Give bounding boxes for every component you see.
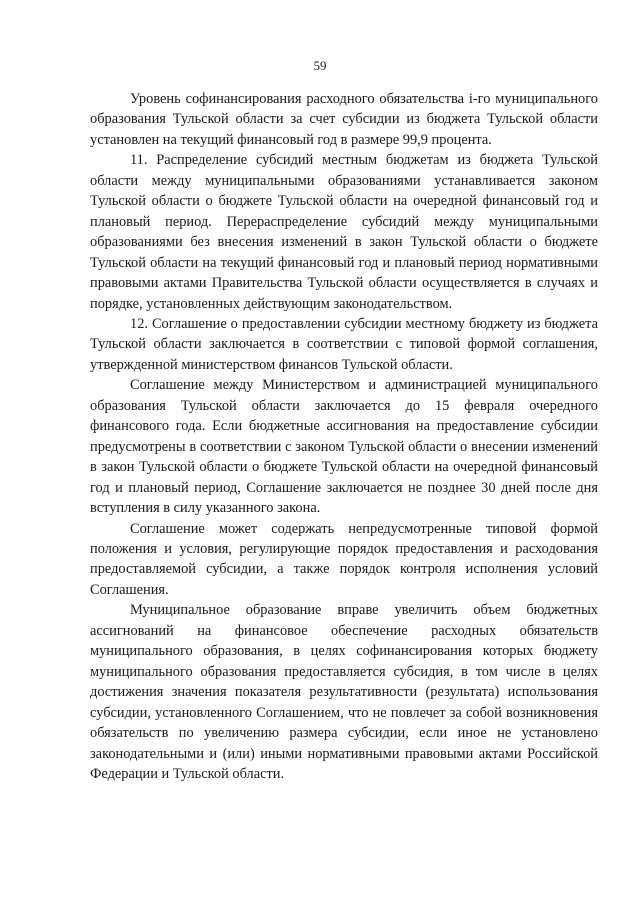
document-body [90, 89, 598, 784]
paragraph-cofinancing-level: Уровень софинансирования расходного обязательства i-го муниципального образования Тульской области за счет субсидии из бюджета Тульской области установлен на текущий финансовый год в размере 99,9 процента. [90, 91, 598, 148]
paragraph-11-distribution: 11. Распределение субсидий местным бюджетам из бюджета Тульской области между муниципальными образованиями устанавливается законом Тульской области о бюджете Тульской области на очередной финансовый год и плановый период. Перераспределение субсидий между муниципальными образованиями без внесения изменений в закон Тульской области о бюджете Тульской области на текущий финансовый год и плановый период нормативными правовыми актами Правительства Тульской области осуществляется в случаях и порядке, установленных действующим законодательством. [90, 152, 598, 312]
paragraph-12-agreement: 12. Соглашение о предоставлении субсидии местному бюджету из бюджета Тульской области заключается в соответствии с типовой формой соглашения, утвержденной министерством финансов Тульской области. [90, 315, 598, 373]
paragraph-budget-increase: Муниципальное образование вправе увеличить объем бюджетных ассигнований на финансовое обеспечение расходных обязательств муниципального образования, в целях софинансирования которых бюджету муниципального образования предоставляется субсидия, в том числе в целях достижения значения показателя результативности (результата) использования субсидии, установленного Соглашением, что не повлечет за собой возникновения обязательств по увеличению размера субсидии, если иное не установлено законодательными и (или) иными нормативными правовыми актами Российской Федерации и Тульской области. [90, 602, 598, 782]
paragraph-agreement-provisions: Соглашение может содержать непредусмотренные типовой формой положения и условия, регулирующие порядок предоставления и расходования предоставляемой субсидии, а также порядок контроля исполнения условий Соглашения. [90, 520, 598, 598]
paragraph-agreement-deadline: Соглашение между Министерством и администрацией муниципального образования Тульской области заключается до 15 февраля очередного финансового года. Если бюджетные ассигнования на предоставление субсидии предусмотрены в соответствии с законом Тульской области о внесении изменений в закон Тульской области о бюджете Тульской области на очередной финансовый год и плановый период, Соглашение заключается не позднее 30 дней после дня вступления в силу указанного закона. [90, 377, 598, 517]
page-number: 59 [313, 58, 327, 73]
